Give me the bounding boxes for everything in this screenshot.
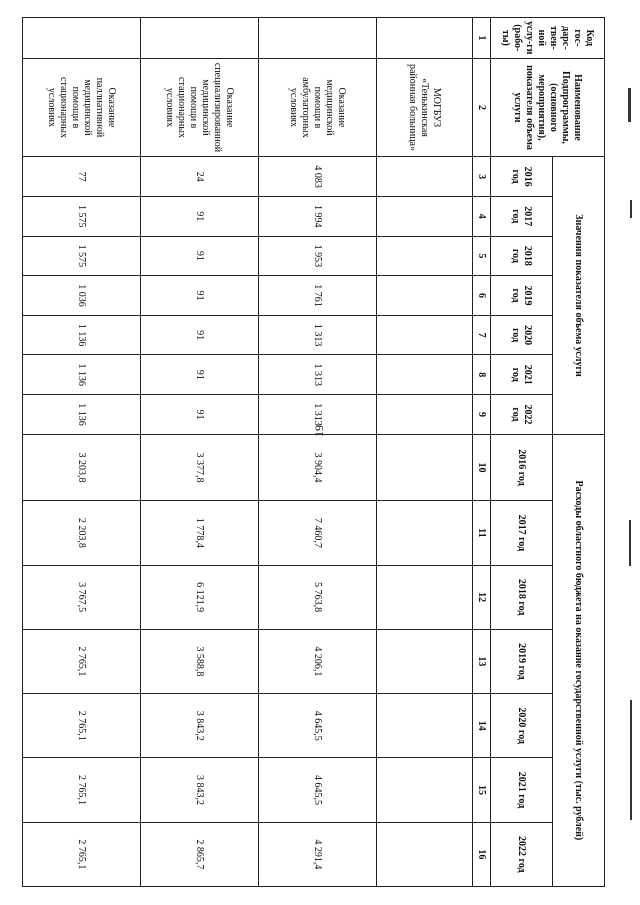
table-cell	[377, 434, 473, 500]
header-code: Код гос-дарс-твен-ной услу-ги (рабо-ты)	[491, 18, 605, 59]
budget-value: 4 206,1	[259, 629, 377, 693]
volume-value: 91	[141, 196, 259, 236]
budget-value: 2 765,1	[23, 694, 141, 758]
header-volume-year: 2017 год	[491, 196, 553, 236]
organization-name: МОГБУЗ «Тенькинская районная больница»	[377, 58, 473, 157]
column-number: 10	[473, 434, 491, 500]
budget-value: 3 904,4	[259, 434, 377, 500]
header-volume-year: 2020 год	[491, 315, 553, 355]
column-number: 6	[473, 276, 491, 316]
column-number: 16	[473, 822, 491, 886]
budget-value: 5 763,8	[259, 565, 377, 629]
volume-value: 91	[141, 276, 259, 316]
service-name: Оказание паллиативной медицинской помощи в стационарных условиях	[23, 58, 141, 157]
budget-value: 6 121,9	[141, 565, 259, 629]
header-row-group	[553, 18, 605, 887]
column-number: 14	[473, 694, 491, 758]
volume-value: 1 313	[259, 315, 377, 355]
column-number: 4	[473, 196, 491, 236]
scan-artifact	[630, 700, 632, 820]
budget-value: 2 765,1	[23, 758, 141, 822]
table-row	[141, 18, 259, 887]
budget-value: 7 460,7	[259, 501, 377, 565]
table-cell	[377, 565, 473, 629]
table-cell	[377, 822, 473, 886]
header-budget-year: 2019 год	[491, 629, 553, 693]
header-budget-year: 2016 год	[491, 434, 553, 500]
budget-value: 3 843,2	[141, 758, 259, 822]
budget-value: 3 588,8	[141, 629, 259, 693]
column-number: 5	[473, 236, 491, 276]
column-number: 12	[473, 565, 491, 629]
budget-value: 3 767,5	[23, 565, 141, 629]
volume-value: 1 994	[259, 196, 377, 236]
column-number: 15	[473, 758, 491, 822]
budget-value: 2 865,7	[141, 822, 259, 886]
volume-value: 91	[141, 355, 259, 395]
table-cell	[377, 236, 473, 276]
column-number: 7	[473, 315, 491, 355]
header-volume-year: 2018 год	[491, 236, 553, 276]
volume-value: 91	[141, 236, 259, 276]
volume-value: 1 313	[259, 395, 377, 435]
budget-value: 2 203,8	[23, 501, 141, 565]
column-number: 2	[473, 58, 491, 157]
scan-artifact	[629, 520, 631, 566]
volume-value: 91	[141, 395, 259, 435]
header-volume-year: 2021 год	[491, 355, 553, 395]
scan-artifact	[628, 88, 631, 122]
column-number: 9	[473, 395, 491, 435]
budget-value: 2 765,1	[23, 822, 141, 886]
rotated-table-container	[46, 17, 605, 887]
volume-value: 1 761	[259, 276, 377, 316]
column-number: 3	[473, 157, 491, 197]
budget-value: 2 765,1	[23, 629, 141, 693]
header-budget-year: 2020 год	[491, 694, 553, 758]
volume-value: 1 136	[23, 355, 141, 395]
header-volume-year: 2016 год	[491, 157, 553, 197]
header-budget-year: 2021 год	[491, 758, 553, 822]
column-number: 1	[473, 18, 491, 59]
table-cell	[377, 629, 473, 693]
budget-value: 4 645,5	[259, 694, 377, 758]
table-row	[259, 18, 377, 887]
header-budget-year: 2017 год	[491, 501, 553, 565]
table-cell	[377, 694, 473, 758]
volume-value: 1 953	[259, 236, 377, 276]
volume-value: 91	[141, 315, 259, 355]
volume-value: 24	[141, 157, 259, 197]
table-cell	[377, 18, 473, 59]
budget-value: 4 645,5	[259, 758, 377, 822]
budget-value: 3 843,2	[141, 694, 259, 758]
table-cell	[377, 157, 473, 197]
page-number: 19	[312, 425, 326, 437]
table-cell	[377, 196, 473, 236]
column-number-row	[473, 18, 491, 887]
service-name: Оказание специализированной медицинской помощи в стационарных условиях	[141, 58, 259, 157]
header-volume-year: 2019 год	[491, 276, 553, 316]
volume-value: 1 036	[23, 276, 141, 316]
column-number: 11	[473, 501, 491, 565]
header-name: Наименование Подпрограммы, (основного мероприятия), показателя объема услуги	[491, 58, 605, 157]
header-volume-year: 2022 год	[491, 395, 553, 435]
volume-value: 4 083	[259, 157, 377, 197]
table-cell	[377, 276, 473, 316]
table-cell	[259, 18, 377, 59]
table-cell	[377, 355, 473, 395]
volume-value: 77	[23, 157, 141, 197]
header-volume-group: Значения показателя объема услуги	[553, 157, 605, 435]
volume-value: 1 313	[259, 355, 377, 395]
table-cell	[377, 315, 473, 355]
budget-value: 3 377,8	[141, 434, 259, 500]
column-number: 8	[473, 355, 491, 395]
table-cell	[377, 395, 473, 435]
volume-value: 1 136	[23, 315, 141, 355]
header-budget-year: 2022 год	[491, 822, 553, 886]
table-cell	[377, 758, 473, 822]
scan-artifact	[630, 200, 632, 218]
volume-value: 1 575	[23, 236, 141, 276]
table-cell	[23, 18, 141, 59]
table-cell	[377, 501, 473, 565]
column-number: 13	[473, 629, 491, 693]
table-cell	[141, 18, 259, 59]
volume-value: 1 136	[23, 395, 141, 435]
header-budget-group: Расходы областного бюджета на оказание государственной услуги (тыс. рублей)	[553, 434, 605, 886]
volume-value: 1 575	[23, 196, 141, 236]
organization-row	[377, 18, 473, 887]
service-name: Оказание медицинской помощи в амбулаторных условиях	[259, 58, 377, 157]
budget-table	[22, 17, 605, 887]
budget-value: 3 203,8	[23, 434, 141, 500]
budget-value: 1 778,4	[141, 501, 259, 565]
table-row	[23, 18, 141, 887]
header-budget-year: 2018 год	[491, 565, 553, 629]
budget-value: 4 291,4	[259, 822, 377, 886]
